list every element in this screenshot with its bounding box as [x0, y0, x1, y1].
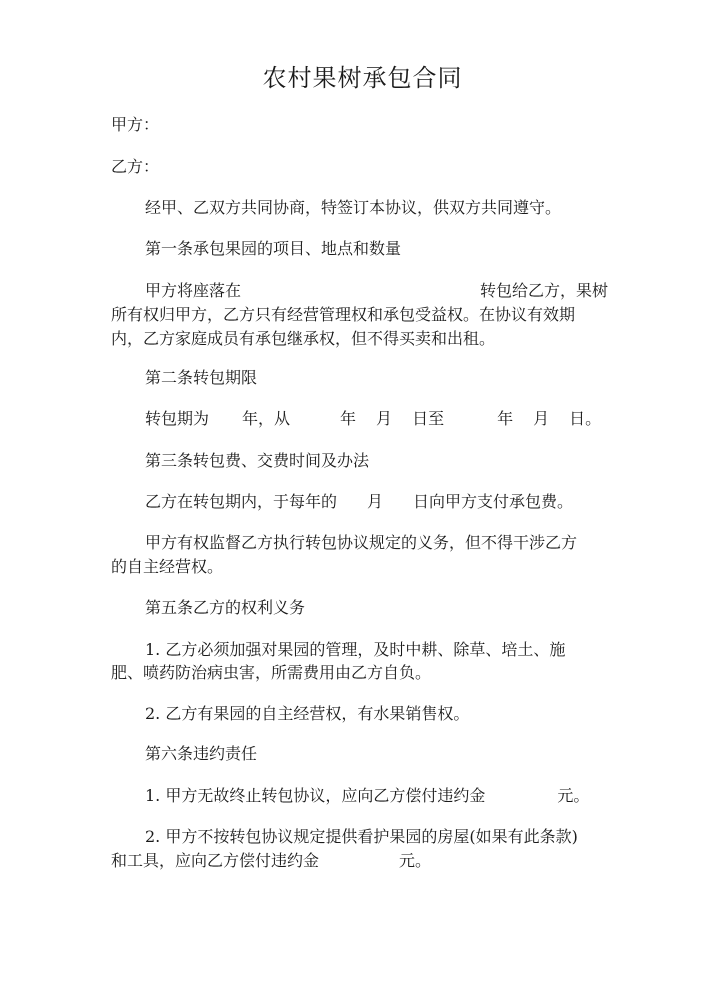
party-a-line: 甲方：: [111, 115, 160, 134]
article6-item2-line2: [111, 851, 431, 871]
party-b-line: 乙方：: [111, 157, 160, 176]
article1-line1: [145, 281, 608, 301]
article6-item1-text: 1. 甲方无故终止转包协议，应向乙方偿付违约金: [145, 786, 486, 805]
article6-item2-line1: 2. 甲方不按转包协议规定提供看护果园的房屋(如果有此条款): [145, 827, 578, 846]
article6-item1: [145, 786, 589, 806]
article3-supervision-line2: 的自主经营权。: [111, 557, 224, 576]
article6-item2-unit: 元。: [399, 851, 432, 870]
payment-text-2: 月: [367, 492, 384, 511]
article1-text-a: 甲方将座落在: [145, 281, 242, 300]
article5-item1-line1: 1. 乙方必须加强对果园的管理，及时中耕、除草、培土、施: [145, 640, 566, 659]
term-text-3: 年: [340, 409, 357, 428]
article5-item2: 2. 乙方有果园的自主经营权，有水果销售权。: [145, 704, 470, 723]
article5-item1-line2: 肥、喷药防治病虫害，所需费用由乙方自负。: [111, 663, 432, 682]
article1-heading: 第一条承包果园的项目、地点和数量: [145, 239, 402, 258]
article3-heading: 第三条转包费、交费时间及办法: [145, 451, 370, 470]
article2-term-line: [145, 409, 601, 429]
payment-text-1: 乙方在转包期内，于每年的: [145, 492, 338, 511]
term-text-1: 转包期为: [145, 409, 210, 428]
preamble-paragraph: 经甲、乙双方共同协商，特签订本协议，供双方共同遵守。: [145, 198, 562, 217]
article1-line3: 内，乙方家庭成员有承包继承权，但不得买卖和出租。: [111, 329, 496, 348]
article6-item1-unit: 元。: [557, 786, 590, 805]
term-text-6: 年: [497, 409, 514, 428]
term-text-4: 月: [376, 409, 393, 428]
article1-text-b: 转包给乙方，果树: [480, 281, 609, 300]
payment-text-3: 日向甲方支付承包费。: [413, 492, 574, 511]
article6-item2-text: 和工具，应向乙方偿付违约金: [111, 851, 320, 870]
term-text-5: 日至: [412, 409, 445, 428]
term-text-7: 月: [533, 409, 550, 428]
term-text-8: 日。: [569, 409, 602, 428]
article5-heading: 第五条乙方的权利义务: [145, 598, 306, 617]
article3-payment-line: [145, 492, 573, 512]
article3-supervision-line1: 甲方有权监督乙方执行转包协议规定的义务，但不得干涉乙方: [145, 533, 578, 552]
article2-heading: 第二条转包期限: [145, 368, 258, 387]
term-text-2: 年，从: [242, 409, 291, 428]
document-title: 农村果树承包合同: [262, 64, 463, 92]
article6-heading: 第六条违约责任: [145, 744, 258, 763]
article1-line2: 所有权归甲方，乙方只有经营管理权和承包受益权。在协议有效期: [111, 305, 576, 324]
